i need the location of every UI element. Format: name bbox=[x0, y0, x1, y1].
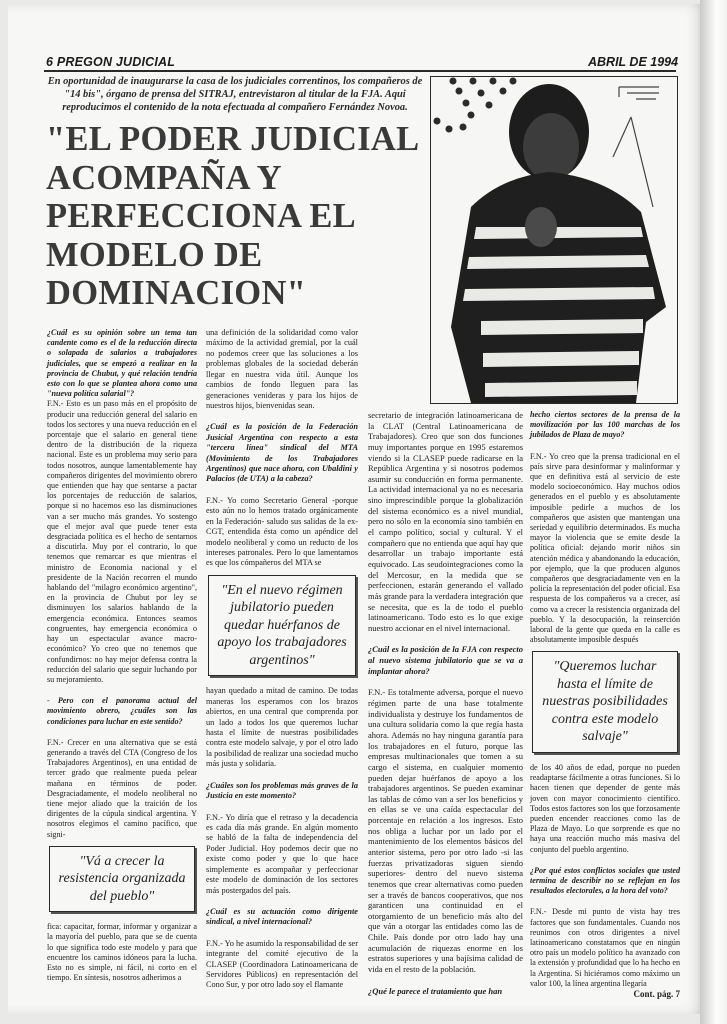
question-5: ¿Cuál es su actuación como dirigente sindical, a nivel internacional? bbox=[206, 906, 358, 927]
answer-4: F.N.- Yo diría que el retraso y la decadencia es cada día más grande. En algún momento se habló de la falta de independencia del Poder Judicial. Hoy podemos decir que no existe como poder y que lo que hace simplemente es acompañar y perfeccionar este modelo de dominación de los sectores más postergados del país. bbox=[206, 812, 358, 895]
answer-7-cont: de los 40 años de edad, porque no pueden readaptarse fácilmente a otras funciones. Si lo hacen tienen que depender de gente más joven con mayor conocimiento científico. Todos estos factores son los que forzosamente pueden encender reacciones como las de Plaza de Mayo. Lo que sorprende es que no haya una reacción mucho más masiva del conjunto del pueblo argentino. bbox=[530, 762, 680, 854]
answer-2: F.N.- Crecer en una alternativa que se está generando a través del CTA (Congreso de los Trabajadores Argentinos), en una entidad de tercer grado que realmente pueda pelear mañana en términos de poder. Desgraciadamente, el modelo neoliberal no tiene mejor aliado que la traición de los dirigentes de la cúpula sindical argentina. Y nosotros elegimos el camino pacífico, que signi- bbox=[47, 737, 197, 839]
question-8: ¿Por qué estos conflictos sociales que usted termina de describir no se reflejan en los resultados electorales, a la hora del voto? bbox=[530, 865, 680, 896]
pull-quote-2: "En el nuevo régimen jubilatorio pueden quedar huérfanos de apoyo los trabajadores argentinos" bbox=[208, 575, 356, 677]
question-4: ¿Cuáles son los problemas más graves de la Justicia en este momento? bbox=[206, 780, 358, 801]
question-7: ¿Qué le parece el tratamiento que han bbox=[368, 985, 503, 996]
answer-2-end: una definición de la solidaridad como valor máximo de la actividad gremial, por la cuál no podemos creer que las soluciones a los problemas globales de la sociedad deberán llegar en nuestra vida útil. Aunque los cambios de fondo lleguen para las generaciones venideras y para los hijos de nuestros hijos, bienvenidas sean. bbox=[206, 328, 358, 410]
pull-quote-3: "Queremos luchar hasta el límite de nuestras posibilidades contra este modelo salvaje" bbox=[532, 651, 678, 753]
answer-1: F.N.- Esto es un paso más en el propósito de producir una reducción general del salario en todos los sectores y una nueva reducción en el porcentaje que el salario en general tiene dentro de la distribución de la riqueza nacional. Este es un problema muy serio para todos nosotros, aunque lamentablemente hay compañeros dirigentes del movimiento obrero que entienden que hay que sentarse a pactar los porcentajes de reducción de salarios, porque si no hacemos eso las disminuciones van a ser mucho más grandes. Yo sostengo que el mejor aval que puede tener esta desgraciada política es el hecho de sentarnos a discutirla. Muy por el contrario, lo que tenemos que remarcar es que mientras el ministro de Economia nacional y el presidente de la Nación recorren el mundo hablando del "milagro económico argentino", en la provincia de Chubut por ley se disminuyen los salarios hablando de la emergencia económica. Entonces seamos congruentes, hay emergencia económica o hay un espectacular avance macro-económico? Yo creo que no tenemos que confundirnos: no hay mejor defensa contra la reducción del salario que seguir luchando por su mejoramiento. bbox=[47, 399, 197, 684]
answer-7: F.N.- Yo creo que la prensa tradicional en el país sirve para desinformar y malinformar y que en definitiva está al servicio de este modelo socioeconómico. Hay muchos odios generados en el pueblo y es absolutamente imposible pedirle a muchos de los compañeros que asisten que mantengan una seriedad y equilibrio determinados. Es mucha mayor la violencia que se emite desde la política oficial: dejando morir niños sin atención médica y abandonando la educación, por ejemplo, que la que producen algunos compañeros que desgraciadamente ven en la policía la representación del poder oficial. Esa respuesta de los compañeros va a crecer, así como va a crecer la resistencia organizada del pueblo. Y la desocupación, la reinserción laboral de la gente que queda en la calle es absolutamente imposible después bbox=[530, 451, 680, 645]
scan-edge bbox=[700, 0, 727, 1024]
interviewee-photo bbox=[430, 76, 678, 404]
question-1: ¿Cuál es su opinión sobre un tema tan candente como es el de la reducción directa o solapada de salarios a trabajadores judiciales, que se empezó a realizar en la provincia de Chubut, y qué relación tendría esto con lo que se plantea ahora como una "nueva política salarial"? bbox=[47, 328, 197, 399]
column-3 bbox=[368, 410, 523, 996]
headline: "EL PODER JUDICIAL ACOMPAÑA Y PERFECCIONA EL MODELO DE DOMINACION" bbox=[46, 120, 418, 312]
answer-2-cont: fica: capacitar, formar, informar y organizar a la mayoría del pueblo, para que se de cuenta lo que significa todo este modelo y para que encuentre los caminos idóneos para la lucha. Esto no es simple, ni fácil, ni corto en el tiempo. En síntesis, nosotros adherimos a bbox=[47, 922, 197, 983]
question-6: ¿Cuál es la posición de la FJA con respecto al nuevo sistema jubilatorio que se va a implantar ahora? bbox=[368, 644, 523, 676]
question-3: ¿Cuál es la posición de la Federación Jusicial Argentina con respecto a esta "tercera línea" sindical del MTA (Movimiento de los Trabajadores Argentinos) que nace ahora, con Ubaldini y Palacios (de UTA) a la cabeza? bbox=[206, 422, 358, 484]
answer-6: F.N.- Es totalmente adversa, porque el nuevo régimen parte de una base totalmente individualista y destruye los fundamentos de una cultura solidaria como la que regía hasta ahora. Además no hay ninguna garantía para los trabajadores en el futuro, porque las empresas multinacionales que tomen a su cargo el sistema, en cualquier momento pueden dejar huérfanos de apoyo a los trabajadores argentinos. Se pueden examinar las tablas de cómo van a ser los beneficios y en ellas se ve una caída espectacular del porcentaje en relación a los ingresos. Esto nos obliga a luchar por un lado por el mantenimiento de los elementos básicos del anterior sistema, pero por otro lado -si las fuerzas privatizadoras siguen siendo superiores- dentro del nuevo sistema tenemos que crear alternativas como pueden ser a través de bancos cooperativos, que nos garanticen una continuidad en el otorgamiento de un beneficio más alto del que ván a otorgar las entidades como las de Chile. País donde por otro lado hay una acumulación de riquezas enorme en los estratos superiores y una bajísima calidad de vida en el resto de la población. bbox=[368, 687, 523, 975]
column-4 bbox=[530, 410, 680, 999]
answer-5: F.N.- Yo he asumido la responsabilidad de ser integrante del comité ejecutivo de la CLASEP (Coordinadora Latinoamericana de Servidores Públicos) en representación del Cono Sur, y por otro lado soy el flamante bbox=[206, 938, 358, 990]
intro-text: En oportunidad de inaugurarse la casa de los judiciales correntinos, los compañeros de "14 bis", órgano de prensa del SITRAJ, entrevistaron al titular de la FJA. Aqui reproducimos el contenido de la nota efectuada al compañero Fernández Novoa. bbox=[47, 76, 423, 114]
answer-5-cont: secretario de integración latinoamericana de la CLAT (Central Latinoamericana de Trabajadores). Creo que son dos funciones muy importantes porque en 1995 estaremos viendo si la CLASEP puede radicarse en la República Argentina y si nosotros podemos asumir su conducción en forma permanente. La actividad internacional ya no es necesaria sino imprescindible porque la globalización del sistema económico es a nivel mundial, pero no sólo en la economía sino también en el campo político, social y cultural. Y el compañero que no entienda que aquí hay que desarrollar un trabajo importante está equivocado. Las seudointegraciones como la del Mercosur, en la medida que se perfeccionen, estarán generando el vallado más grande para la verdadera integración que se necesita, que es la de todo el pueblo latinoamericano. Todo esto es lo que exige nuestro accionar en el nivel internacional. bbox=[368, 410, 523, 633]
issue-date: ABRIL DE 1994 bbox=[588, 55, 679, 69]
column-2 bbox=[206, 328, 358, 991]
column-1 bbox=[47, 328, 197, 983]
question-2: - Pero con el panorama actual del movimiento obrero, ¿cuáles son las condiciones para luchar en este sentido? bbox=[47, 696, 197, 726]
header-rule bbox=[44, 70, 676, 72]
question-7-cont: hecho ciertos sectores de la prensa de la movilización por las 100 marchas de los jubilados de Plaza de mayo? bbox=[530, 410, 680, 440]
answer-3-cont: hayan quedado a mitad de camino. De todas maneras los esperamos con los brazos abiertos, en una central que comprenda por un lado a todos los que queremos luchar hasta el límite de nuestras posibilidades contra este modelo salvaje, y por el otro lado la posibilidad de realizar una sociedad mucho más justa y solidaria. bbox=[206, 686, 358, 769]
photo-icon bbox=[431, 77, 677, 403]
continued-page-link[interactable]: Cont. pág. 7 bbox=[633, 989, 680, 1000]
answer-8: F.N.- Desde mi punto de vista hay tres factores que son fundamentales. Cuando nos reunimos con otros dirigentes a nivel latinoamericano constatamos que en ningún otro país un modelo político ha avanzado con la extensión y profundidad que lo ha hecho en la Argentina. Si hiciéramos como máximo un valor 100, la línea argentina llegaría bbox=[530, 907, 680, 988]
pull-quote-1: "Vá a crecer la resistencia organizada del pueblo" bbox=[49, 846, 195, 913]
section-header: 6 PREGON JUDICIAL bbox=[46, 55, 176, 69]
answer-3: F.N.- Yo como Secretario General -porque esto aún no lo hemos tratado orgánicamente en la Federación- saludo sus salidas de la ex-CGT, entendida ésta como un apéndice del modelo neoliberal y como un reducto de los intereses patronales. Pero lo que lamentamos es que los cómpañeros del MTA se bbox=[206, 495, 358, 568]
